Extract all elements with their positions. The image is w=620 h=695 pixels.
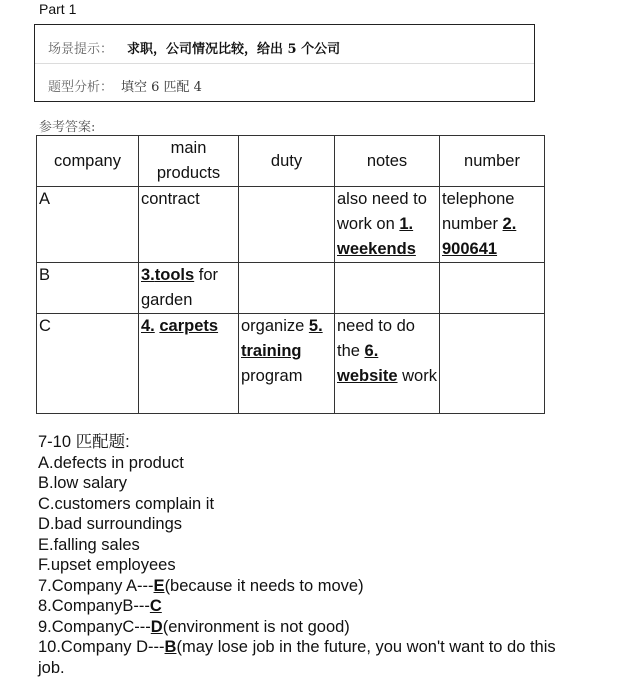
header-company: company — [37, 136, 139, 187]
header-products — [139, 136, 239, 187]
products-rest: for garden — [141, 266, 219, 309]
option-c: C.customers complain it — [38, 494, 215, 513]
cell-company: B — [37, 263, 139, 314]
match-letter: B — [164, 638, 177, 656]
part-title: Part 1 — [39, 1, 77, 17]
cell-number — [440, 263, 545, 314]
answer-num: 4. — [141, 317, 155, 335]
match-letter: C — [149, 597, 162, 615]
cell-products — [139, 314, 239, 414]
answer-1: weekends — [337, 240, 416, 258]
type-value: 填空 6 匹配 4 — [121, 80, 202, 95]
duty-rest: program — [241, 367, 303, 385]
divider — [35, 63, 534, 64]
answer-num: 2. — [502, 215, 517, 233]
cell-company: C — [37, 314, 139, 414]
type-label: 题型分析： — [48, 80, 114, 95]
match-answer-9 — [38, 617, 558, 638]
notes-text: also need to work on — [337, 190, 427, 233]
cell-duty — [239, 263, 335, 314]
match-prefix: 9.CompanyC--- — [38, 617, 151, 636]
match-letter: E — [153, 576, 165, 595]
match-note: (may lose job in the future, you won't want to do this job. — [38, 638, 556, 677]
cell-number — [440, 314, 545, 414]
cell-duty — [239, 187, 335, 263]
match-prefix: 7.Company A--- — [38, 576, 154, 595]
match-note: (because it needs to move) — [164, 576, 364, 595]
option-f: F.upset employees — [38, 556, 176, 574]
answer-num: 3. — [141, 266, 155, 284]
match-answer-10 — [38, 637, 558, 678]
answer-title: 参考答案: — [39, 120, 96, 135]
match-note: (environment is not good) — [162, 617, 350, 636]
answer-3: tools — [154, 266, 195, 284]
number-text: telephone number — [442, 190, 515, 233]
table-header-row — [37, 136, 545, 187]
answer-4: carpets — [159, 317, 219, 335]
table-row — [37, 314, 545, 414]
cell-company: A — [37, 187, 139, 263]
cell-notes — [335, 187, 440, 263]
cell-products — [139, 263, 239, 314]
cell-notes — [335, 314, 440, 414]
answer-2: 900641 — [442, 240, 498, 258]
header-notes: notes — [335, 136, 440, 187]
scene-value: 求职，公司情况比较，给出 5 个公司 — [127, 42, 341, 57]
scene-box — [34, 24, 535, 102]
answer-num: 6. — [364, 342, 379, 360]
notes-text: need to do the — [337, 317, 415, 360]
answer-num: 1. — [399, 215, 414, 233]
matching-title: 7-10 匹配题: — [38, 433, 130, 451]
scene-row — [48, 38, 340, 57]
option-d: D.bad surroundings — [38, 515, 183, 533]
table-row — [37, 263, 545, 314]
type-row — [48, 76, 202, 95]
scene-label: 场景提示： — [48, 42, 114, 57]
notes-rest: work — [397, 367, 437, 385]
header-number: number — [440, 136, 545, 187]
match-prefix: 10.Company D--- — [38, 638, 165, 656]
match-prefix: 8.CompanyB--- — [38, 597, 150, 615]
cell-notes — [335, 263, 440, 314]
option-a: A.defects in product — [38, 453, 184, 472]
match-answer-8 — [38, 596, 558, 617]
cell-products: contract — [139, 187, 239, 263]
cell-duty — [239, 314, 335, 414]
matching-section — [38, 432, 558, 678]
option-b: B.low salary — [38, 474, 127, 492]
match-letter: D — [150, 617, 163, 636]
answer-num: 5. — [308, 317, 323, 335]
header-duty: duty — [239, 136, 335, 187]
table-row — [37, 187, 545, 263]
header-products-line2: products — [156, 164, 221, 182]
header-products-line1: main — [170, 139, 207, 157]
match-answer-7 — [38, 576, 558, 597]
option-e: E.falling sales — [38, 535, 140, 554]
answer-5: training — [241, 342, 302, 360]
cell-number — [440, 187, 545, 263]
duty-text: organize — [241, 317, 309, 335]
answer-6: website — [337, 367, 398, 385]
answer-table — [36, 135, 545, 414]
